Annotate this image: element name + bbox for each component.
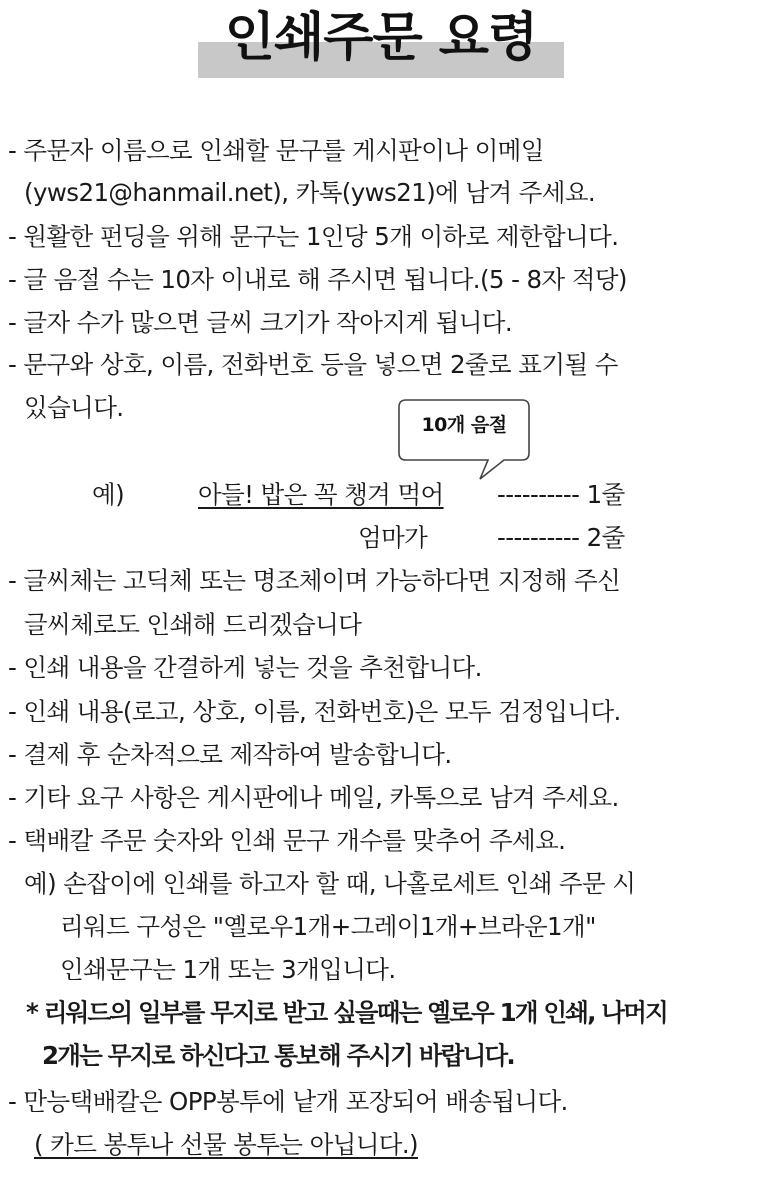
text-line: - 글씨체는 고딕체 또는 명조체이며 가능하다면 지정해 주신 <box>8 566 621 595</box>
text-line: - 원활한 펀딩을 위해 문구는 1인당 5개 이하로 제한합니다. <box>8 222 619 251</box>
title-block <box>198 4 564 76</box>
text-line: - 인쇄 내용(로고, 상호, 이름, 전화번호)은 모두 검정입니다. <box>8 697 621 726</box>
text-line: - 결제 후 순차적으로 제작하여 발송합니다. <box>8 740 452 769</box>
notice-line: 2개는 무지로 하신다고 통보해 주시기 바랍니다. <box>42 1041 514 1070</box>
speech-bubble-text: 10개 음절 <box>421 414 507 436</box>
text-line: - 인쇄 내용을 간결하게 넣는 것을 추천합니다. <box>8 653 482 682</box>
text-line: - 택배칼 주문 숫자와 인쇄 문구 개수를 맞추어 주세요. <box>8 826 566 855</box>
text-line: 예) 손잡이에 인쇄를 하고자 할 때, 나홀로세트 인쇄 주문 시 <box>24 869 636 898</box>
text-line: - 글 음절 수는 10자 이내로 해 주시면 됩니다.(5 - 8자 적당) <box>8 265 627 294</box>
text-line: - 글자 수가 많으면 글씨 크기가 작아지게 됩니다. <box>8 308 513 337</box>
page-title: 인쇄주문 요령 <box>224 8 538 68</box>
example-line-2: 엄마가 <box>358 523 428 552</box>
example-line-2-note: ---------- 2줄 <box>497 523 625 552</box>
example-line-1-note: ---------- 1줄 <box>497 480 625 509</box>
text-line: - 기타 요구 사항은 게시판에나 메일, 카톡으로 남겨 주세요. <box>8 783 619 812</box>
text-line: 있습니다. <box>24 393 124 422</box>
text-line: (yws21@hanmail.net), 카톡(yws21)에 남겨 주세요. <box>24 178 596 207</box>
example-line-1: 아들! 밥은 꼭 챙겨 먹어 <box>198 480 444 509</box>
example-label: 예) <box>92 480 125 509</box>
text-line: 리워드 구성은 "옐로우1개+그레이1개+브라운1개" <box>60 912 596 941</box>
text-line: - 주문자 이름으로 인쇄할 문구를 게시판이나 이메일 <box>8 136 544 165</box>
notice-line: * 리워드의 일부를 무지로 받고 싶을때는 옐로우 1개 인쇄, 나머지 <box>26 998 668 1027</box>
text-line: 인쇄문구는 1개 또는 3개입니다. <box>60 955 396 984</box>
speech-bubble <box>398 399 530 461</box>
text-line: - 만능택배칼은 OPP봉투에 낱개 포장되어 배송됩니다. <box>8 1087 568 1116</box>
text-line: ( 카드 봉투나 선물 봉투는 아닙니다.) <box>34 1130 418 1159</box>
text-line: - 문구와 상호, 이름, 전화번호 등을 넣으면 2줄로 표기될 수 <box>8 350 618 379</box>
text-line: 글씨체로도 인쇄해 드리겠습니다 <box>24 610 362 639</box>
